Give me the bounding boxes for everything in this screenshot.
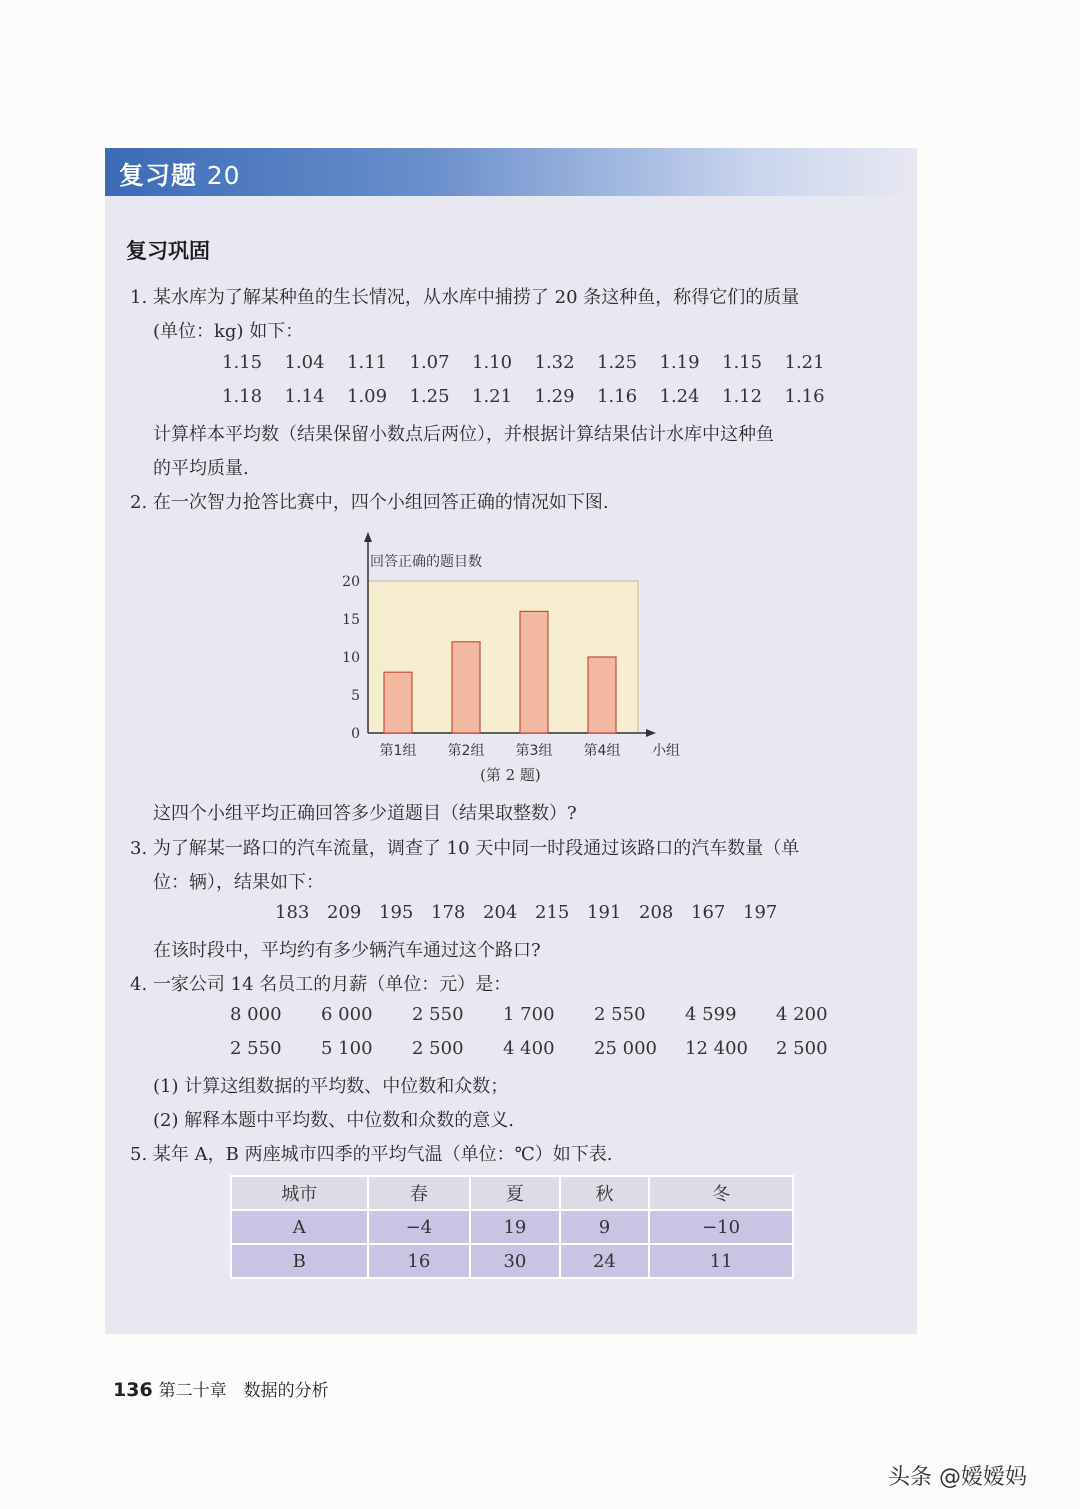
car-count-value: 197 bbox=[743, 902, 778, 923]
car-count-value: 178 bbox=[431, 902, 466, 923]
mass-value: 1.32 bbox=[534, 352, 575, 373]
q5-line1: 5. 某年 A，B 两座城市四季的平均气温（单位：℃）如下表. bbox=[130, 1144, 613, 1165]
y-axis-label: 回答正确的题目数 bbox=[370, 554, 482, 570]
table-header-cell: 春 bbox=[368, 1176, 471, 1210]
salary-value: 2 500 bbox=[412, 1038, 464, 1059]
q1-line1: 1. 某水库为了解某种鱼的生长情况，从水库中捕捞了 20 条这种鱼，称得它们的质量 bbox=[130, 287, 800, 308]
q2-line1: 2. 在一次智力抢答比赛中，四个小组回答正确的情况如下图. bbox=[130, 492, 609, 513]
table-cell: 16 bbox=[368, 1244, 471, 1278]
table-header-cell: 秋 bbox=[560, 1176, 650, 1210]
bar-chart-svg bbox=[330, 528, 700, 788]
salary-value: 2 500 bbox=[776, 1038, 828, 1059]
table-cell: 9 bbox=[560, 1210, 650, 1244]
x-tick-label: 第1组 bbox=[379, 743, 417, 759]
mass-value: 1.11 bbox=[347, 352, 388, 373]
car-count-value: 195 bbox=[379, 902, 414, 923]
q1-line3: 计算样本平均数（结果保留小数点后两位），并根据计算结果估计水库中这种鱼 bbox=[153, 424, 774, 445]
car-count-value: 183 bbox=[275, 902, 310, 923]
salary-value: 12 400 bbox=[685, 1038, 748, 1059]
mass-value: 1.25 bbox=[409, 386, 450, 407]
x-tick-label: 第4组 bbox=[583, 743, 621, 759]
q2-line2: 这四个小组平均正确回答多少道题目（结果取整数）? bbox=[153, 803, 577, 824]
y-axis-arrow bbox=[364, 532, 372, 542]
bar bbox=[452, 642, 480, 733]
bar bbox=[520, 611, 548, 733]
table-row bbox=[231, 1210, 793, 1244]
page-footer bbox=[113, 1376, 329, 1401]
mass-value: 1.21 bbox=[472, 386, 513, 407]
mass-value: 1.14 bbox=[284, 386, 325, 407]
y-tick-label: 5 bbox=[351, 688, 360, 704]
mass-value: 1.10 bbox=[472, 352, 513, 373]
car-count-value: 167 bbox=[691, 902, 726, 923]
salary-value: 4 599 bbox=[685, 1004, 737, 1025]
salary-value: 1 700 bbox=[503, 1004, 555, 1025]
table-cell: 24 bbox=[560, 1244, 650, 1278]
salary-value: 8 000 bbox=[230, 1004, 282, 1025]
x-axis-arrow bbox=[646, 729, 656, 737]
mass-value: 1.21 bbox=[784, 352, 825, 373]
mass-value: 1.04 bbox=[284, 352, 325, 373]
table-header-cell: 冬 bbox=[649, 1176, 793, 1210]
q1-data-row1 bbox=[222, 352, 847, 373]
mass-value: 1.12 bbox=[722, 386, 763, 407]
salary-value: 2 550 bbox=[594, 1004, 646, 1025]
bar bbox=[384, 672, 412, 733]
mass-value: 1.09 bbox=[347, 386, 388, 407]
car-count-value: 208 bbox=[639, 902, 674, 923]
table-header-row bbox=[231, 1176, 793, 1210]
car-count-value: 209 bbox=[327, 902, 362, 923]
table-cell: B bbox=[231, 1244, 368, 1278]
mass-value: 1.25 bbox=[597, 352, 638, 373]
salary-value: 6 000 bbox=[321, 1004, 373, 1025]
q4-data-row1 bbox=[230, 1004, 867, 1025]
mass-value: 1.07 bbox=[409, 352, 450, 373]
bar bbox=[588, 657, 616, 733]
source-watermark: 头条 @嫒嫒妈 bbox=[888, 1465, 1027, 1490]
car-count-value: 204 bbox=[483, 902, 518, 923]
table-cell: A bbox=[231, 1210, 368, 1244]
temperature-table bbox=[230, 1175, 794, 1279]
car-count-value: 215 bbox=[535, 902, 570, 923]
q4-line1: 4. 一家公司 14 名员工的月薪（单位：元）是： bbox=[130, 974, 512, 995]
q3-line1: 3. 为了解某一路口的汽车流量，调查了 10 天中同一时段通过该路口的汽车数量（单 bbox=[130, 838, 800, 859]
mass-value: 1.19 bbox=[659, 352, 700, 373]
car-count-value: 191 bbox=[587, 902, 622, 923]
q1-line4: 的平均质量. bbox=[153, 458, 249, 479]
salary-value: 2 550 bbox=[230, 1038, 282, 1059]
y-tick-label: 10 bbox=[342, 650, 360, 666]
q1-data-row2 bbox=[222, 386, 847, 407]
salary-value: 4 200 bbox=[776, 1004, 828, 1025]
table-row bbox=[231, 1244, 793, 1278]
table-cell: −4 bbox=[368, 1210, 471, 1244]
mass-value: 1.15 bbox=[222, 352, 263, 373]
x-axis-label: 小组 bbox=[652, 743, 680, 759]
bar-chart bbox=[330, 528, 700, 788]
salary-value: 4 400 bbox=[503, 1038, 555, 1059]
y-tick-label: 20 bbox=[342, 574, 360, 590]
review-title: 复习题 20 bbox=[119, 161, 241, 190]
table-header-cell: 夏 bbox=[470, 1176, 560, 1210]
q4-sub2: (2) 解释本题中平均数、中位数和众数的意义. bbox=[153, 1110, 514, 1131]
table-cell: 11 bbox=[649, 1244, 793, 1278]
salary-value: 2 550 bbox=[412, 1004, 464, 1025]
mass-value: 1.16 bbox=[597, 386, 638, 407]
mass-value: 1.15 bbox=[722, 352, 763, 373]
table-cell: 19 bbox=[470, 1210, 560, 1244]
q4-data-row2 bbox=[230, 1038, 867, 1059]
q3-line2: 位：辆），结果如下： bbox=[153, 872, 324, 893]
chapter-title: 第二十章 数据的分析 bbox=[158, 1381, 329, 1401]
q3-line3: 在该时段中，平均约有多少辆汽车通过这个路口? bbox=[153, 940, 541, 961]
y-tick-label: 0 bbox=[351, 726, 360, 742]
mass-value: 1.24 bbox=[659, 386, 700, 407]
salary-value: 25 000 bbox=[594, 1038, 657, 1059]
page-number: 136 bbox=[113, 1379, 153, 1401]
mass-value: 1.29 bbox=[534, 386, 575, 407]
q3-data-row bbox=[275, 902, 795, 923]
section-title: 复习巩固 bbox=[126, 239, 210, 263]
mass-value: 1.18 bbox=[222, 386, 263, 407]
table-header-cell: 城市 bbox=[231, 1176, 368, 1210]
x-tick-label: 第3组 bbox=[515, 743, 553, 759]
table-cell: 30 bbox=[470, 1244, 560, 1278]
table-cell: −10 bbox=[649, 1210, 793, 1244]
y-tick-label: 15 bbox=[342, 612, 360, 628]
section-header-bar bbox=[105, 148, 917, 196]
q1-line2: (单位：kg) 如下： bbox=[153, 321, 304, 342]
q4-sub1: (1) 计算这组数据的平均数、中位数和众数； bbox=[153, 1076, 509, 1097]
salary-value: 5 100 bbox=[321, 1038, 373, 1059]
x-tick-label: 第2组 bbox=[447, 743, 485, 759]
mass-value: 1.16 bbox=[784, 386, 825, 407]
chart-caption: (第 2 题) bbox=[480, 766, 541, 784]
